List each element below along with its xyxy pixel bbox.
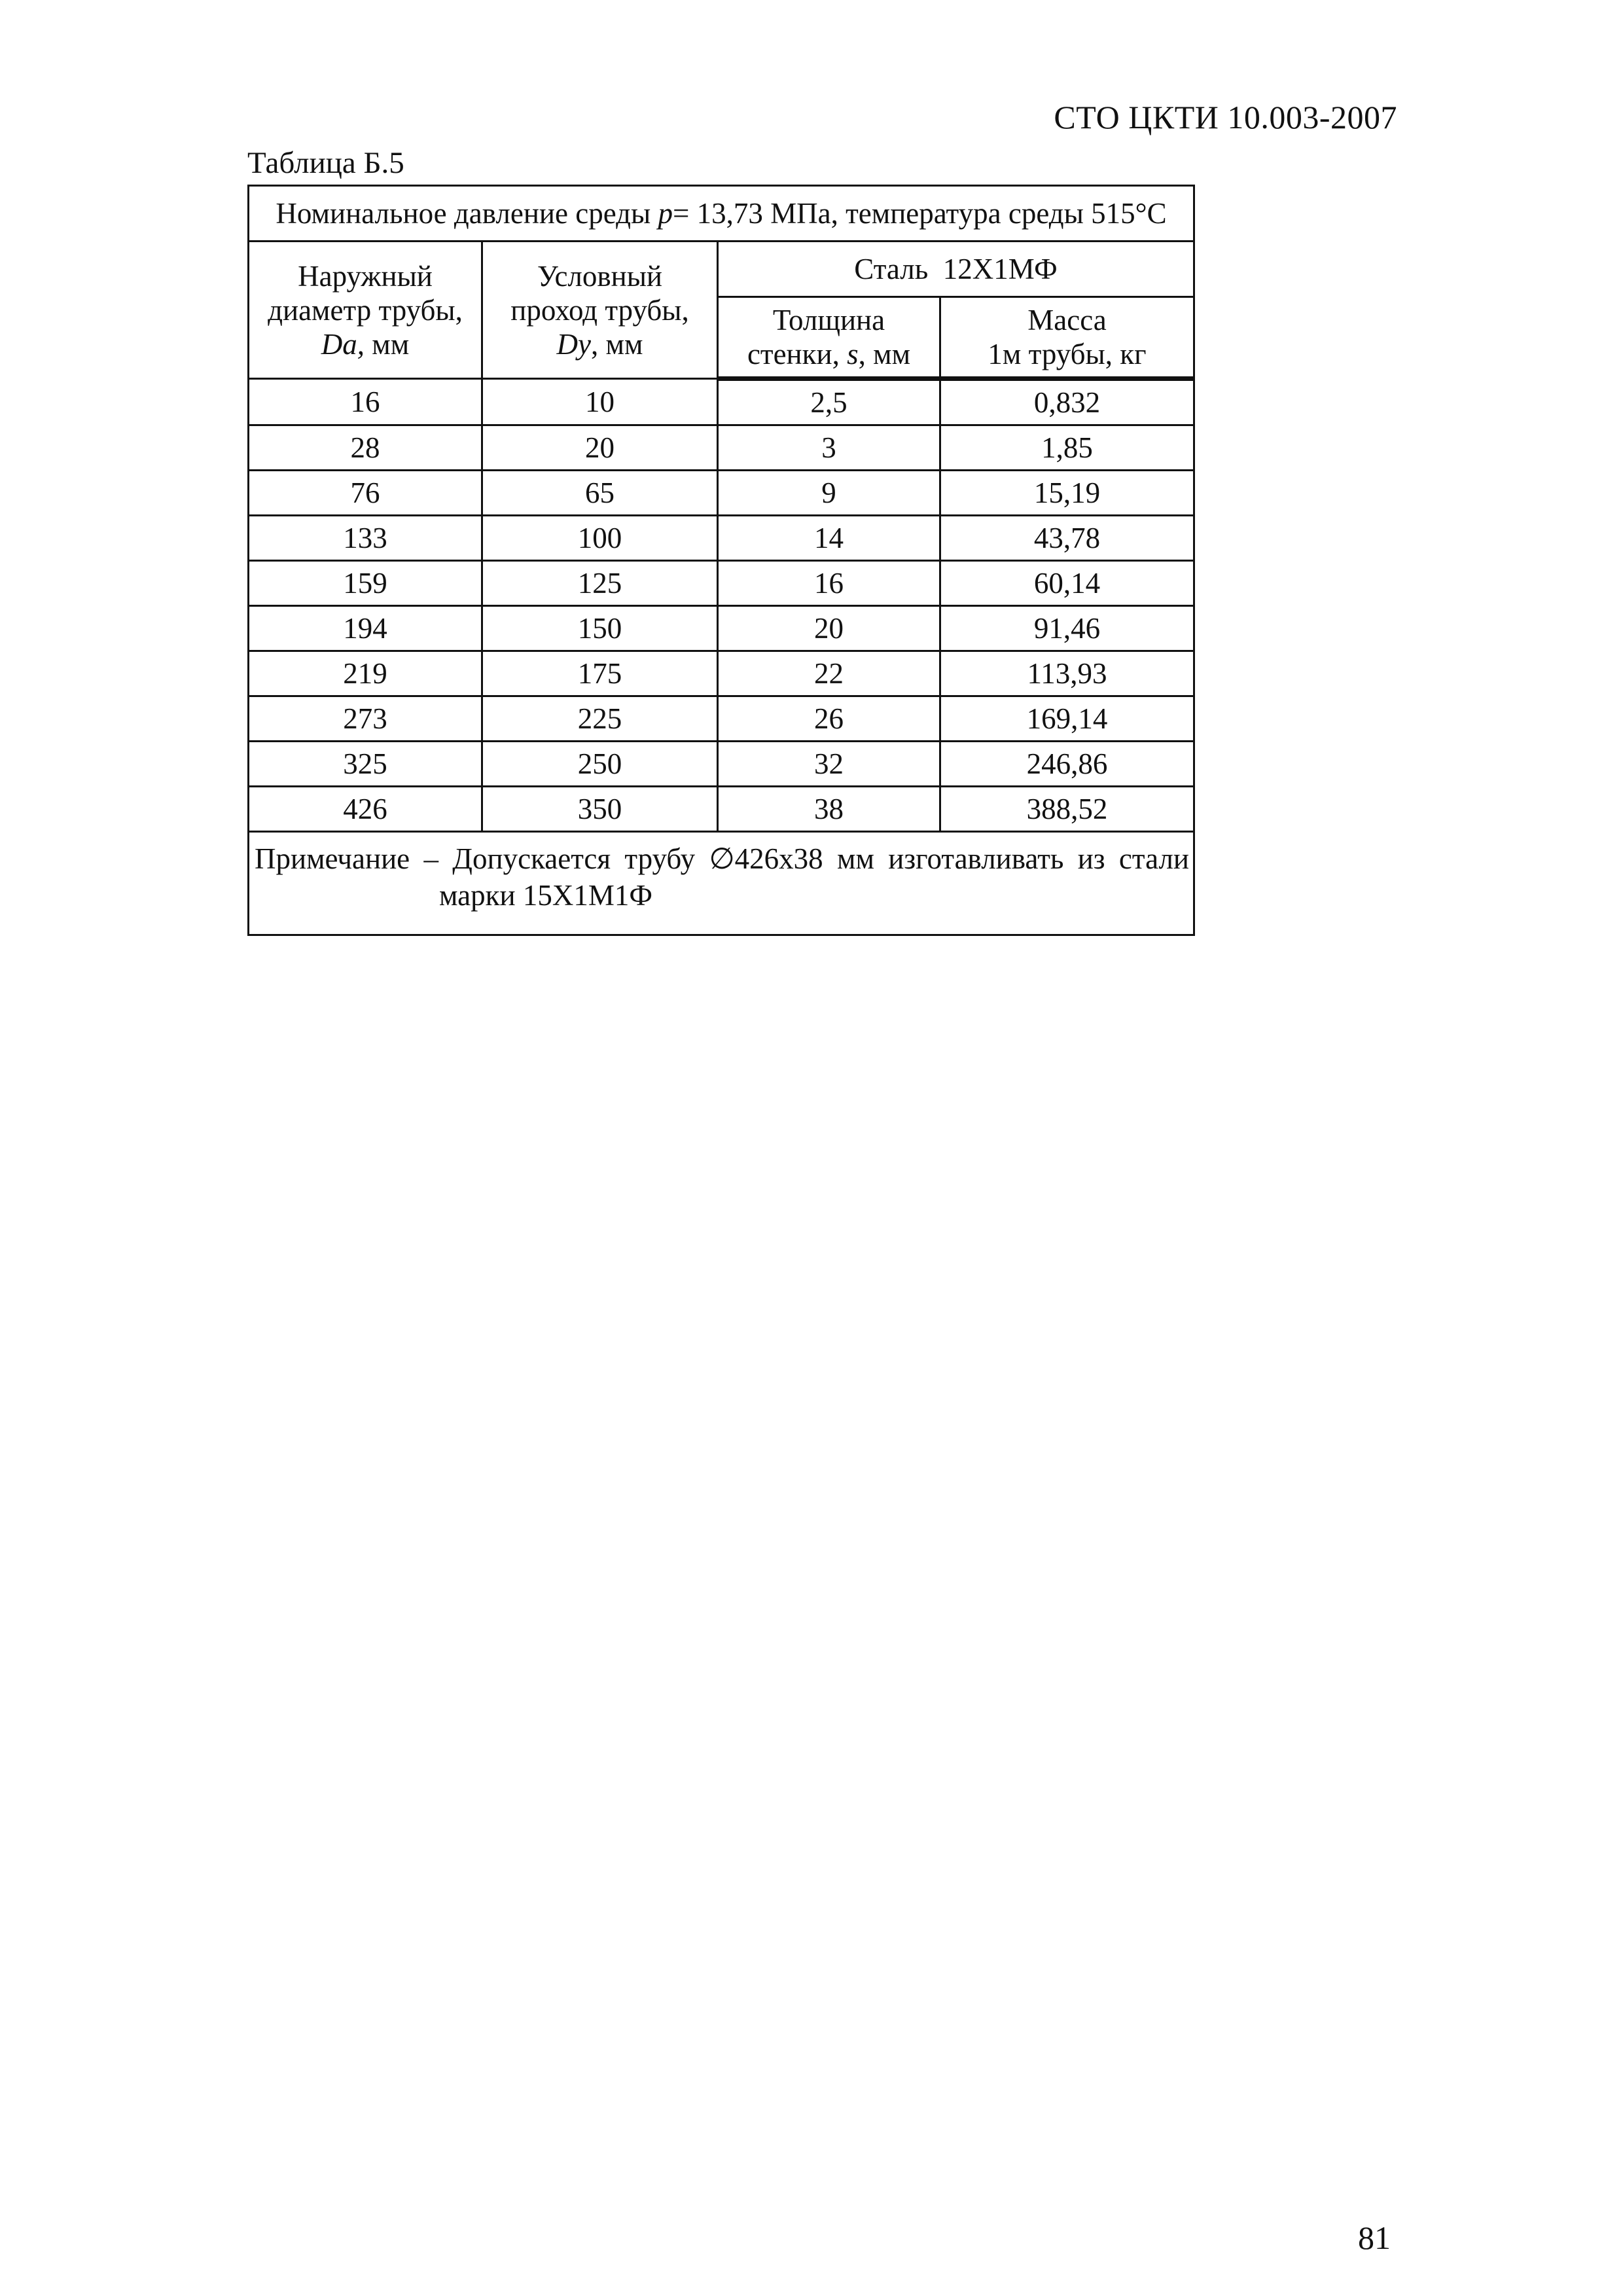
cell-mass: 113,93: [940, 651, 1194, 696]
table-row: [249, 742, 1194, 787]
note-line-2: марки 15Х1М1Ф: [439, 879, 652, 912]
cell-outer-diameter: 159: [249, 561, 482, 606]
col-header-mass: [940, 297, 1194, 379]
page-number: 81: [1358, 2219, 1391, 2256]
table-row: [249, 561, 1194, 606]
table-row: [249, 606, 1194, 651]
cell-mass: 43,78: [940, 516, 1194, 561]
col3-line2: стенки,: [747, 338, 847, 370]
cell-nominal-bore: 100: [482, 516, 718, 561]
cell-wall-thickness: 20: [718, 606, 940, 651]
table-caption: Таблица Б.5: [247, 146, 404, 180]
cell-nominal-bore: 150: [482, 606, 718, 651]
table-row: [249, 696, 1194, 742]
cell-mass: 91,46: [940, 606, 1194, 651]
note-row: [249, 832, 1194, 935]
cell-wall-thickness: 2,5: [718, 379, 940, 425]
col2-unit: , мм: [591, 327, 643, 361]
pipe-spec-table: [247, 185, 1195, 936]
cell-wall-thickness: 14: [718, 516, 940, 561]
table-row: [249, 425, 1194, 471]
col4-line1: Масса: [1027, 304, 1107, 336]
conditions-rest: = 13,73 МПа, температура среды 515°С: [672, 197, 1167, 230]
table-row: [249, 787, 1194, 832]
col-header-wall-thickness: [718, 297, 940, 379]
cell-outer-diameter: 16: [249, 379, 482, 425]
cell-outer-diameter: 219: [249, 651, 482, 696]
cell-mass: 0,832: [940, 379, 1194, 425]
cell-nominal-bore: 250: [482, 742, 718, 787]
cell-wall-thickness: 16: [718, 561, 940, 606]
cell-mass: 169,14: [940, 696, 1194, 742]
cell-nominal-bore: 125: [482, 561, 718, 606]
steel-grade-header: Сталь 12Х1МФ: [718, 242, 1194, 297]
col3-unit: , мм: [858, 338, 911, 370]
note-cell: [249, 832, 1194, 935]
col3-symbol: s: [847, 338, 859, 370]
cell-wall-thickness: 3: [718, 425, 940, 471]
cell-wall-thickness: 26: [718, 696, 940, 742]
cell-nominal-bore: 175: [482, 651, 718, 696]
cell-wall-thickness: 38: [718, 787, 940, 832]
col2-line1: Условный: [537, 259, 663, 293]
col2-symbol: Dy: [556, 327, 592, 361]
cell-wall-thickness: 9: [718, 471, 940, 516]
cell-mass: 60,14: [940, 561, 1194, 606]
table-row: [249, 651, 1194, 696]
document-code: СТО ЦКТИ 10.003-2007: [1054, 99, 1397, 135]
header-row-top: [249, 242, 1194, 297]
cell-mass: 246,86: [940, 742, 1194, 787]
cell-mass: 388,52: [940, 787, 1194, 832]
conditions-prefix: Номинальное давление среды: [276, 197, 658, 230]
conditions-cell: [249, 186, 1194, 242]
col1-line2: диаметр трубы,: [268, 293, 463, 327]
cell-nominal-bore: 20: [482, 425, 718, 471]
cell-outer-diameter: 76: [249, 471, 482, 516]
col1-symbol: Da,: [321, 327, 365, 361]
cell-outer-diameter: 273: [249, 696, 482, 742]
cell-outer-diameter: 28: [249, 425, 482, 471]
cell-outer-diameter: 133: [249, 516, 482, 561]
table-row: [249, 516, 1194, 561]
conditions-row: [249, 186, 1194, 242]
cell-mass: 15,19: [940, 471, 1194, 516]
col1-unit: мм: [365, 327, 410, 361]
note-line-1: Примечание – Допускается трубу ∅426х38 мм изготавливать из стали: [255, 842, 1190, 875]
cell-wall-thickness: 32: [718, 742, 940, 787]
cell-nominal-bore: 350: [482, 787, 718, 832]
cell-nominal-bore: 65: [482, 471, 718, 516]
table-row: [249, 379, 1194, 425]
cell-outer-diameter: 194: [249, 606, 482, 651]
col1-line1: Наружный: [298, 259, 433, 293]
cell-mass: 1,85: [940, 425, 1194, 471]
col3-line1: Толщина: [772, 304, 885, 336]
cell-wall-thickness: 22: [718, 651, 940, 696]
col4-line2: 1м трубы, кг: [988, 338, 1147, 370]
cell-outer-diameter: 325: [249, 742, 482, 787]
cell-outer-diameter: 426: [249, 787, 482, 832]
cell-nominal-bore: 10: [482, 379, 718, 425]
col2-line2: проход трубы,: [510, 293, 689, 327]
col-header-nominal-bore: [482, 242, 718, 379]
pressure-symbol: p: [658, 197, 673, 230]
col-header-outer-diameter: [249, 242, 482, 379]
cell-nominal-bore: 225: [482, 696, 718, 742]
table-row: [249, 471, 1194, 516]
